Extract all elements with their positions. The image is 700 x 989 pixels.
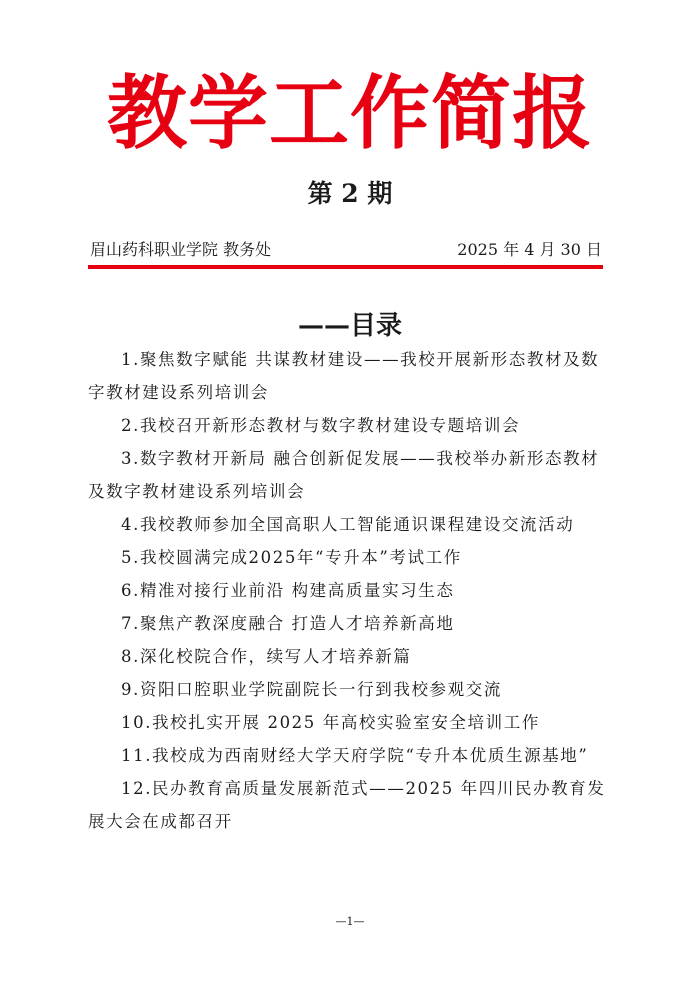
toc-item: 11.我校成为西南财经大学天府学院“专升本优质生源基地” xyxy=(121,746,589,765)
toc-item: 4.我校教师参加全国高职人工智能通识课程建设交流活动 xyxy=(121,515,575,534)
issue-number: 第 2 期 xyxy=(307,179,393,208)
toc-item: 8.深化校院合作，续写人才培养新篇 xyxy=(121,647,412,666)
toc-item: 9.资阳口腔职业学院副院长一行到我校参观交流 xyxy=(121,680,502,699)
table-of-contents xyxy=(88,343,612,838)
issuing-organization: 眉山药科职业学院 教务处 xyxy=(90,240,272,259)
publication-info xyxy=(90,236,602,264)
toc-item: 3.数字教材开新局 融合创新促发展——我校举办新形态教材及数字教材建设系列培训会 xyxy=(88,449,600,501)
publication-date: 2025 年 4 月 30 日 xyxy=(457,240,602,259)
toc-item: 5.我校圆满完成2025年“专升本”考试工作 xyxy=(121,548,462,567)
masthead-title: 教学工作简报 xyxy=(107,66,593,160)
toc-item: 1.聚焦数字赋能 共谋教材建设——我校开展新形态教材及数字教材建设系列培训会 xyxy=(88,350,600,402)
toc-title: ——目录 xyxy=(297,311,402,341)
toc-item: 12.民办教育高质量发展新范式——2025 年四川民办教育发展大会在成都召开 xyxy=(88,779,606,831)
toc-item: 7.聚焦产教深度融合 打造人才培养新高地 xyxy=(121,614,455,633)
header-red-rule xyxy=(88,265,603,269)
toc-item: 2.我校召开新形态教材与数字教材建设专题培训会 xyxy=(121,416,521,435)
page-number: —1— xyxy=(335,915,365,928)
toc-item: 6.精准对接行业前沿 构建高质量实习生态 xyxy=(121,581,455,600)
toc-item: 10.我校扎实开展 2025 年高校实验室安全培训工作 xyxy=(121,713,540,732)
